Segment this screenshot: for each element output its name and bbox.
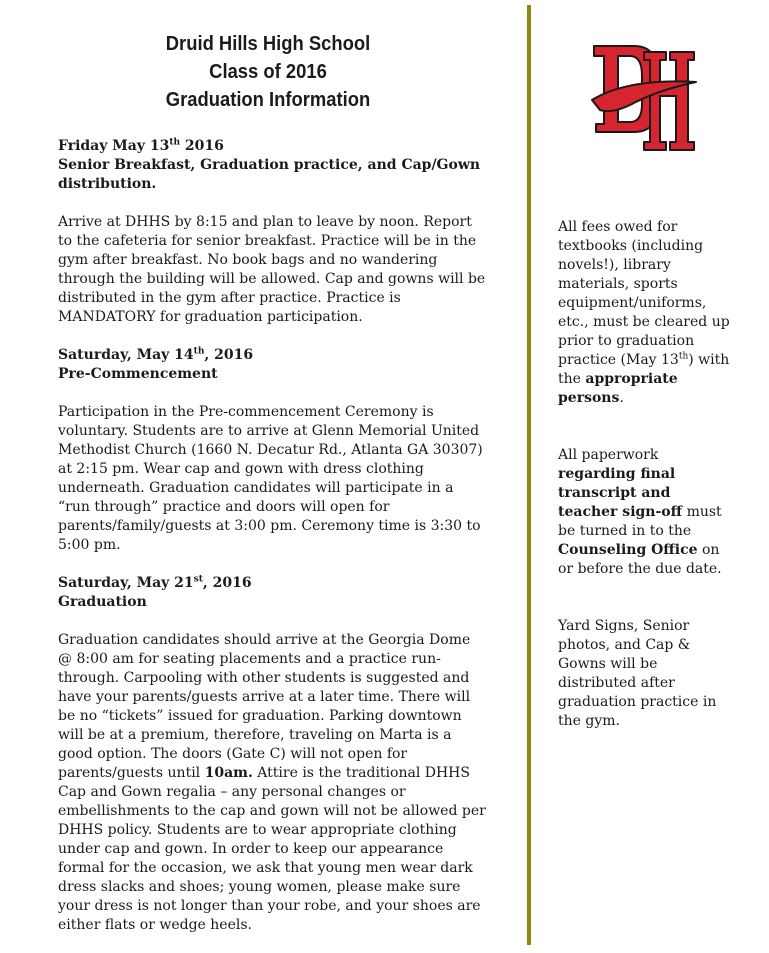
saturday14-subtitle: Pre-Commencement — [58, 366, 218, 382]
saturday21-subtitle: Graduation — [58, 594, 147, 610]
title-info: Graduation Information — [165, 89, 371, 111]
section-saturday-14 — [58, 346, 488, 555]
title-school: Druid Hills High School — [165, 33, 371, 55]
friday-subtitle: Senior Breakfast, Graduation practice, and Cap/Gown distribution. — [58, 157, 481, 192]
saturday21-date: Saturday, May 21st, 2016 — [58, 574, 252, 591]
section-friday — [58, 137, 488, 327]
saturday14-body: Participation in the Pre-commencement Ceremony is voluntary. Students are to arrive at Glenn Memorial United Methodist Church (1660 N. Decatur Rd., Atlanta GA 30307) at 2:15 pm. Wear cap and gown with dress clothing underneath. Graduation candidates will participate in a “run through” practice and doors will open for parents/family/guests at 3:00 pm. Ceremony time is 3:30 to 5:00 pm. — [58, 404, 483, 553]
sidebar-fees: All fees owed for textbooks (including novels!), library materials, sports equipment/uniforms, etc., must be cleared up prior to graduation practice (May 13th) with the appropriate persons. — [558, 219, 730, 406]
sidebar-yard-signs: Yard Signs, Senior photos, and Cap & Gowns will be distributed after graduation practice in the gym. — [558, 618, 717, 729]
friday-date: Friday May 13th 2016 — [58, 137, 224, 154]
column-divider — [527, 5, 531, 945]
saturday14-date: Saturday, May 14th, 2016 — [58, 346, 254, 363]
main-column — [58, 137, 488, 935]
sidebar — [558, 218, 730, 731]
friday-body: Arrive at DHHS by 8:15 and plan to leave by noon. Report to the cafeteria for senior breakfast. Practice will be in the gym after breakfast. No book bags and no wandering through the building will be allowed. Cap and gowns will be distributed in the gym after practice. Practice is MANDATORY for graduation participation. — [58, 214, 486, 325]
saturday21-body: Graduation candidates should arrive at the Georgia Dome @ 8:00 am for seating placements and a practice run-through. Carpooling with other students is suggested and have your parents/guests arrive at a later time. There will be no “tickets” issued for graduation. Parking downtown will be at a premium, therefore, traveling on Marta is a good option. The doors (Gate C) will not open for parents/guests until 10am. Attire is the traditional DHHS Cap and Gown regalia – any personal changes or embellishments to the cap and gown will not be allowed per DHHS policy. Students are to wear appropriate clothing under cap and gown. In order to keep our appearance formal for the occasion, we ask that young men wear dark dress slacks and shoes; young women, please make sure your dress is not longer than your robe, and your shoes are either flats or wedge heels. — [58, 632, 486, 933]
page-title — [113, 30, 422, 114]
sidebar-paperwork: All paperwork regarding final transcript and teacher sign-off must be turned in to the Counseling Office on or before the due date. — [558, 447, 722, 577]
title-class: Class of 2016 — [209, 61, 327, 83]
section-saturday-21 — [58, 574, 488, 935]
dh-logo — [588, 38, 700, 152]
